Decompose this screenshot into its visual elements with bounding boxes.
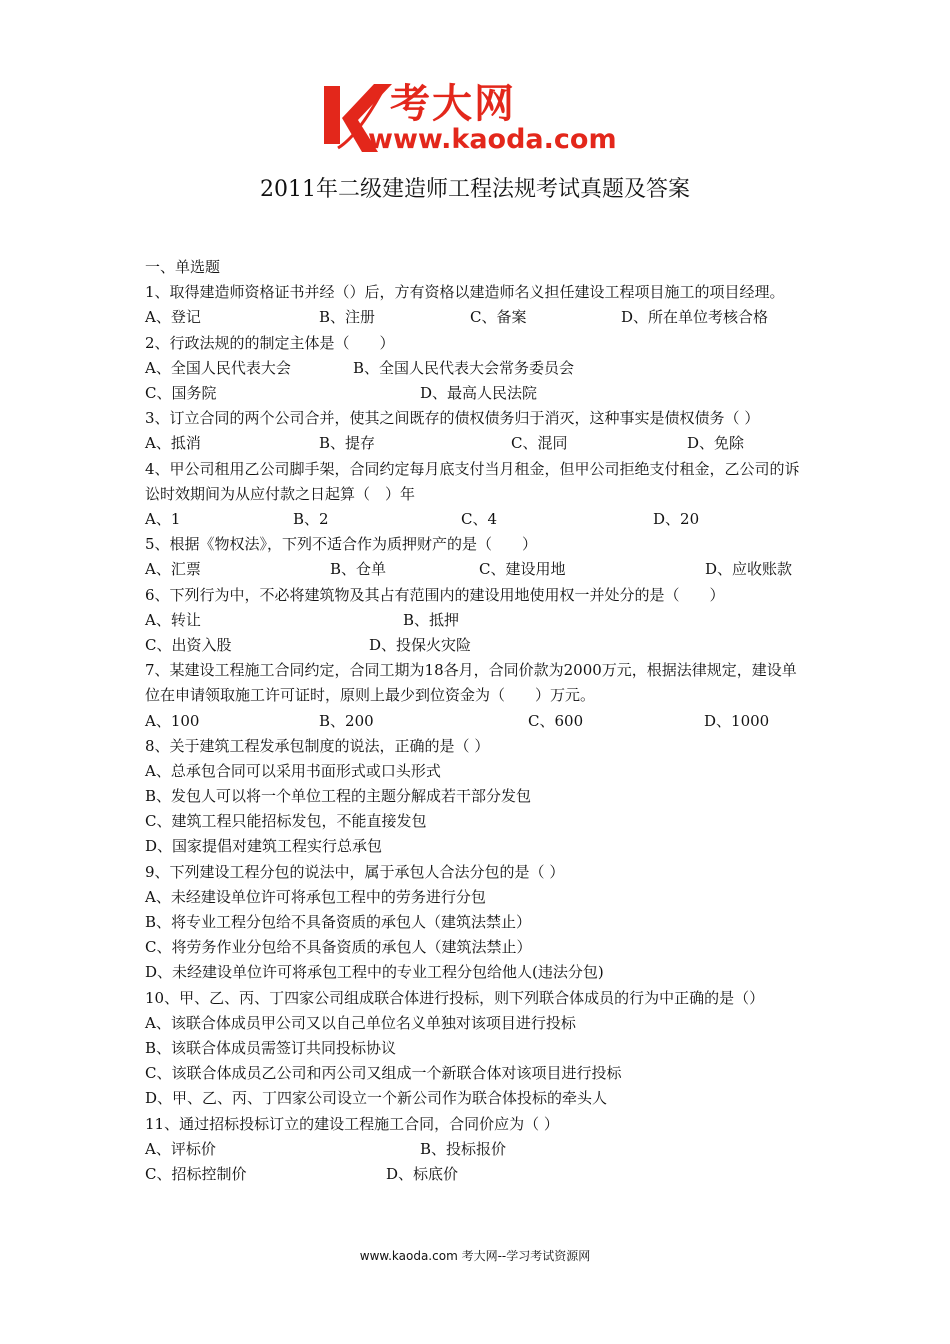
answer-option: C、备案 [470,308,527,327]
document-title: 2011年二级建造师工程法规考试真题及答案 [260,177,690,202]
answer-option: D、投保火灾险 [369,635,472,654]
answer-option: B、注册 [319,308,376,327]
option-row [145,910,810,935]
answer-option: B、全国人民代表大会常务委员会 [353,358,575,377]
option-row [145,885,810,910]
question-stem: 11、通过招标投标订立的建设工程施工合同，合同价应为（ ） [145,1114,559,1133]
answer-option: A、登记 [145,308,201,327]
option-row [145,1036,810,1061]
answer-option: A、汇票 [145,560,201,579]
answer-option: D、标底价 [386,1164,459,1183]
option-row [145,356,810,381]
answer-option: A、1 [145,509,181,528]
option-row [145,1137,810,1162]
answer-option: D、甲、乙、丙、丁四家公司设立一个新公司作为联合体投标的牵头人 [145,1089,608,1108]
option-row [145,431,810,456]
answer-option: D、最高人民法院 [420,383,538,402]
option-row [145,633,810,658]
answer-option: A、100 [145,711,200,730]
answer-option: A、评标价 [145,1139,216,1158]
question-stem: 4、甲公司租用乙公司脚手架，合同约定每月底支付当月租金，但甲公司拒绝支付租金，乙公司的诉讼时效期间为从应付款之日起算（ ）年 [145,459,800,503]
option-row [145,834,810,859]
answer-option: C、建设用地 [479,560,566,579]
answer-option: B、将专业工程分包给不具备资质的承包人（建筑法禁止） [145,913,532,932]
answer-option: C、国务院 [145,383,217,402]
option-row [145,1162,810,1187]
question-stem: 7、某建设工程施工合同约定，合同工期为18各月，合同价款为2000万元，根据法律规定，建设单位在申请领取施工许可证时，原则上最少到位资金为（ ）万元。 [145,661,797,705]
answer-option: D、国家提倡对建筑工程实行总承包 [145,837,383,856]
answer-option: D、20 [653,509,700,528]
option-row [145,381,810,406]
answer-option: B、仓单 [330,560,387,579]
answer-option: B、该联合体成员需签订共同投标协议 [145,1039,397,1057]
question-stem: 9、下列建设工程分包的说法中，属于承包人合法分包的是（ ） [145,862,565,881]
answer-option: A、抵消 [145,434,201,453]
option-row [145,608,810,633]
option-row [145,960,810,985]
option-row [145,305,810,330]
answer-option: C、招标控制价 [145,1164,247,1183]
answer-option: B、发包人可以将一个单位工程的主题分解成若干部分发包 [145,787,532,806]
answer-option: C、出资入股 [145,635,232,654]
option-row [145,507,810,532]
answer-option: A、总承包合同可以采用书面形式或口头形式 [145,761,441,780]
answer-option: B、投标报价 [420,1139,507,1158]
answer-option: B、抵押 [403,610,460,629]
answer-option: A、该联合体成员甲公司又以自己单位名义单独对该项目进行投标 [145,1013,576,1032]
logo-url-text: www.kaoda.com [368,124,617,155]
question-stem: 5、根据《物权法》，下列不适合作为质押财产的是（ ） [145,535,538,554]
option-row [145,1011,810,1036]
answer-option: D、所在单位考核合格 [621,308,769,327]
answer-option: B、2 [293,509,329,528]
option-row [145,557,810,582]
answer-option: C、4 [461,509,498,528]
answer-option: D、应收账款 [705,560,793,579]
answer-option: C、混同 [511,434,568,453]
option-row [145,1086,810,1111]
answer-option: B、提存 [319,434,376,453]
logo-brand-text: 考大网 [390,81,516,127]
option-row [145,809,810,834]
question-stem: 10、甲、乙、丙、丁四家公司组成联合体进行投标，则下列联合体成员的行为中正确的是（） [145,988,765,1007]
kaoda-logo [318,78,638,162]
question-stem: 1、取得建造师资格证书并经（）后，方有资格以建造师名义担任建设工程项目施工的项目经理。 [145,283,785,302]
page-footer: www.kaoda.com 考大网--学习考试资源网 [359,1249,591,1263]
answer-option: D、免除 [687,434,745,453]
question-stem: 3、订立合同的两个公司合并，使其之间既存的债权债务归于消灭，这种事实是债权债务（ ） [145,409,760,428]
answer-option: B、200 [319,711,374,730]
answer-option: D、未经建设单位许可将承包工程中的专业工程分包给他人(违法分包) [145,963,604,982]
section-heading: 一、单选题 [145,258,221,276]
option-row [145,759,810,784]
answer-option: A、全国人民代表大会 [145,358,291,377]
answer-option: D、1000 [704,711,770,730]
option-row [145,1061,810,1086]
question-stem: 6、下列行为中，不必将建筑物及其占有范围内的建设用地使用权一并处分的是（ ） [145,585,725,604]
option-row [145,935,810,960]
answer-option: A、转让 [145,610,201,629]
option-row [145,784,810,809]
question-stem: 2、行政法规的的制定主体是（ ） [145,333,395,352]
answer-option: C、600 [528,711,584,730]
question-stem: 8、关于建筑工程发承包制度的说法，正确的是（ ） [145,736,490,755]
answer-option: C、该联合体成员乙公司和丙公司又组成一个新联合体对该项目进行投标 [145,1064,622,1083]
option-row [145,709,810,734]
answer-option: C、建筑工程只能招标发包，不能直接发包 [145,812,427,831]
answer-option: A、未经建设单位许可将承包工程中的劳务进行分包 [145,887,486,906]
answer-option: C、将劳务作业分包给不具备资质的承包人（建筑法禁止） [145,938,532,957]
question-list [145,255,810,1187]
